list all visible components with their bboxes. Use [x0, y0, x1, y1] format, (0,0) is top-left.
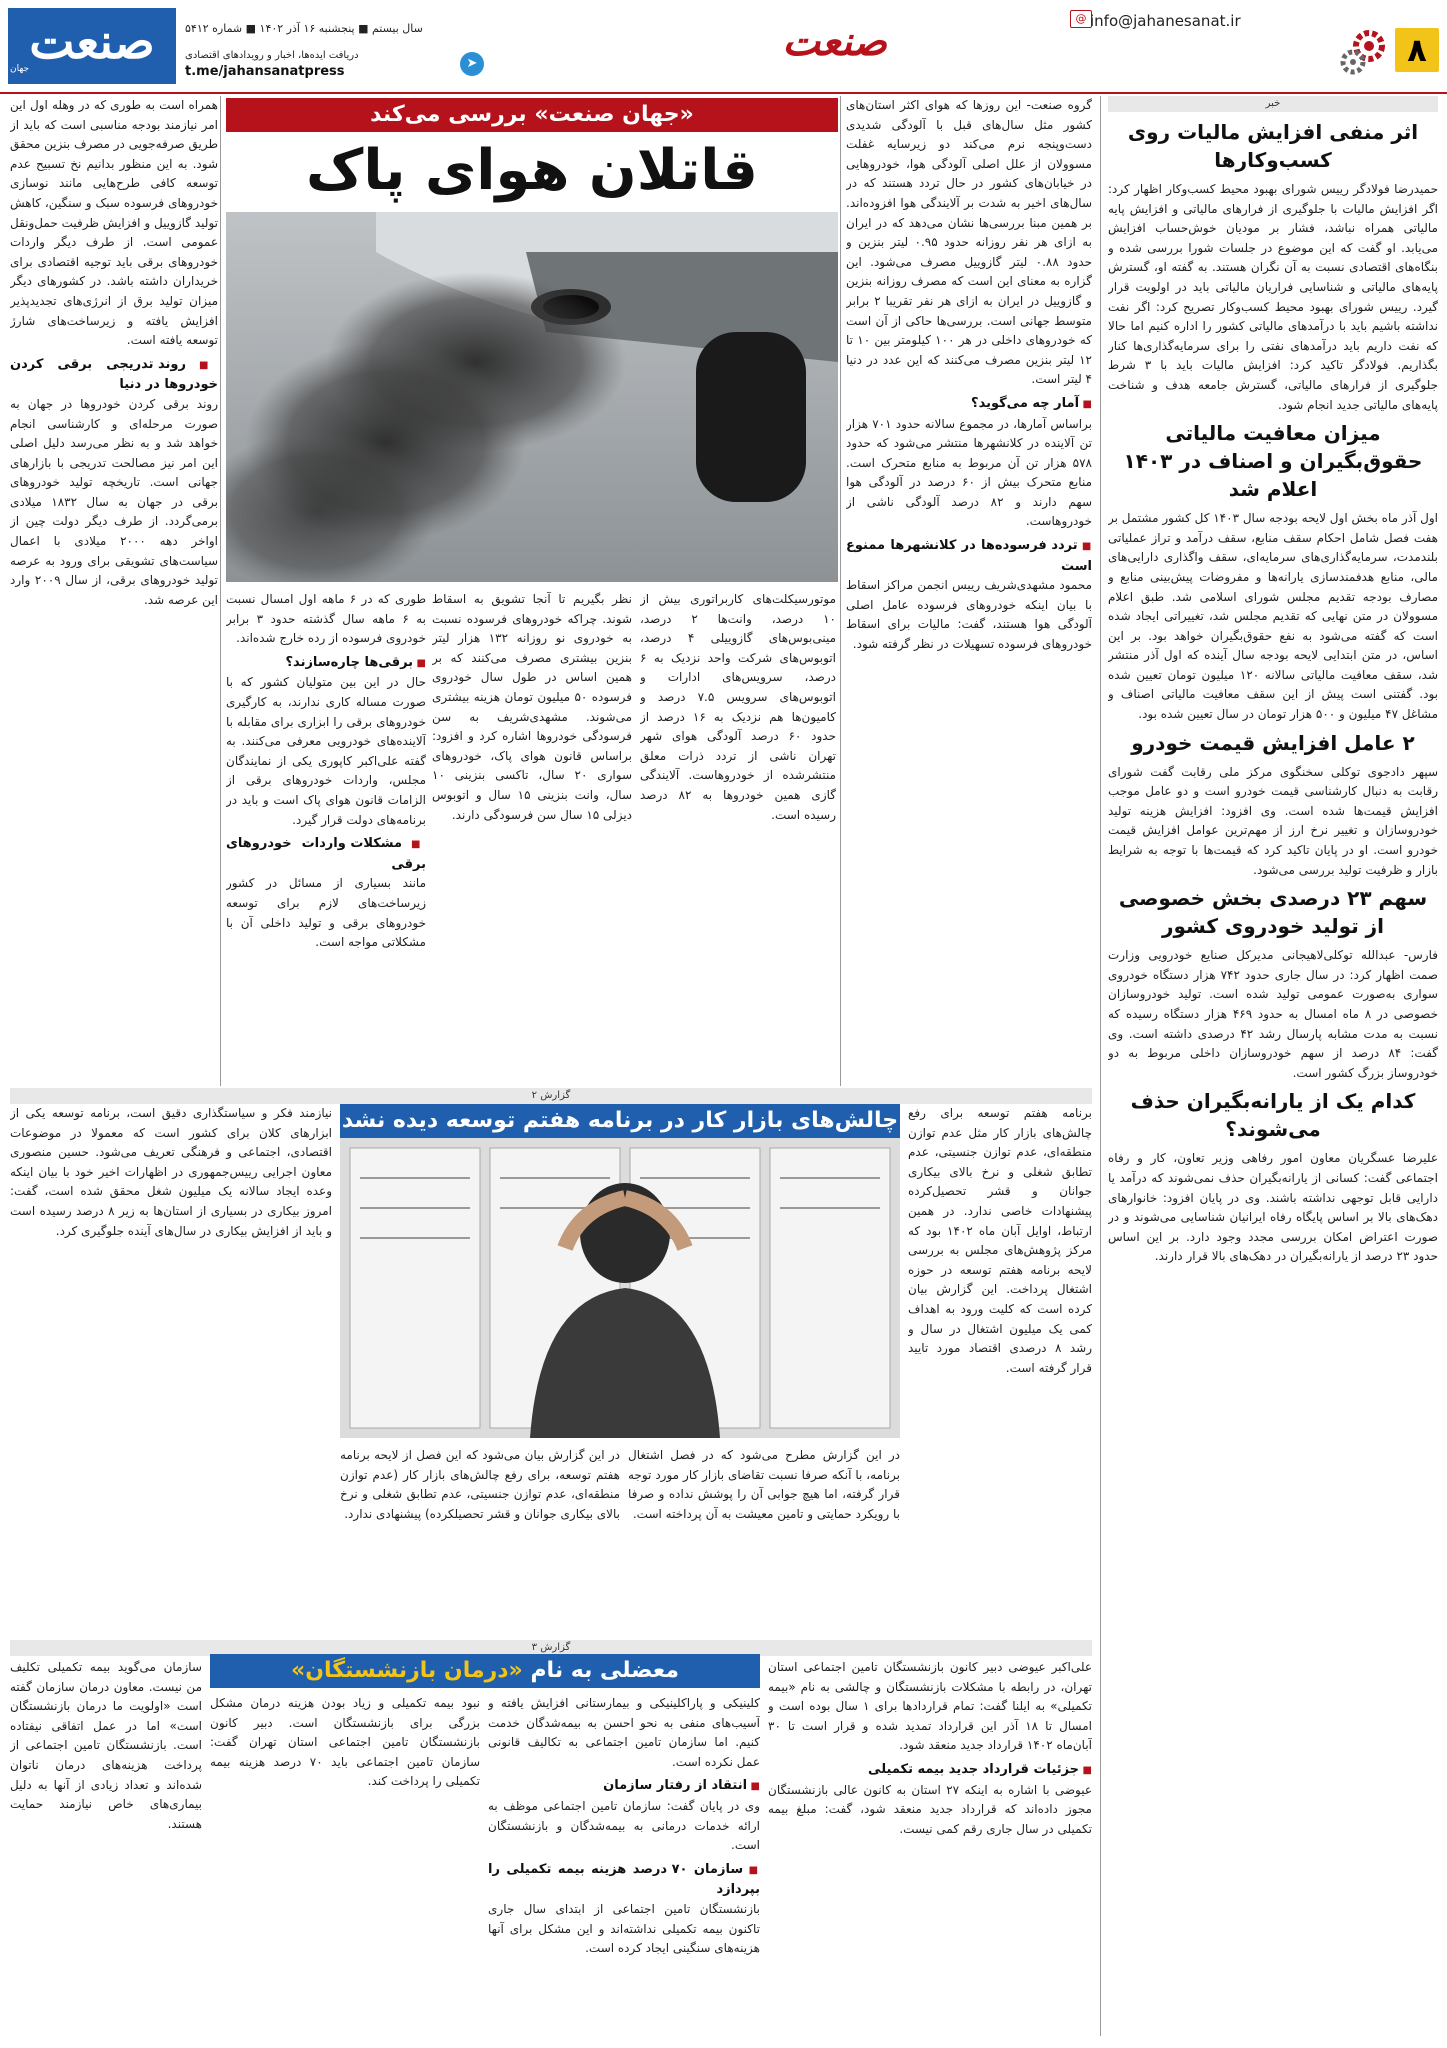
news-label: خبر: [1108, 96, 1438, 112]
report2-text-2: در این گزارش مطرح می‌شود که در فصل اشتغال برنامه، با آنکه صرفا نسبت تقاضای بازار کار مورد توجه قرار گرفته، اما هیچ جوابی آن را پوشش نداده و صرفا با رویکرد حمایتی و تامین معیشت به آن پرداخته است.: [628, 1448, 900, 1521]
job-ads-photo: [340, 1138, 900, 1438]
feature-column-1: [846, 96, 1092, 1086]
news-headline-1: اثر منفی افزایش مالیات روی کسب‌وکارها: [1127, 120, 1419, 172]
report3-text-2c: بازنشستگان تامین اجتماعی از ابتدای سال جاری تاکنون بیمه تکمیلی نداشته‌اند و این مشکل برای آنها هزینه‌های سنگینی ایجاد کرده است.: [488, 1901, 760, 1956]
feature-column-3: [640, 590, 836, 1086]
page-number: ۸: [1395, 28, 1439, 72]
report2-column-3: [340, 1446, 620, 1642]
news-headline-2: میزان معافیت مالیاتی حقوق‌بگیران و اصناف در ۱۴۰۳ اعلام شد: [1123, 421, 1423, 502]
news-body-3: سپهر دادجوی توکلی سخنگوی مرکز ملی رقابت گفت شورای رقابت به دنبال کارشناسی قیمت خودرو است و دو عامل موجب افزایش قیمت‌ها شده است. وی افزود: افزایش هزینه تولید خودروسازان و تغییر نرخ ارز از مهم‌ترین عوامل افزایش قیمت خودرو است. او در پایان تاکید کرد که قیمت‌ها با توجه به شرایط بازار و ظرفیت تولید بررسی می‌شود.: [1108, 764, 1438, 877]
report3-text-2: کلینیکی و پاراکلینیکی و بیمارستانی افزایش یافته و آسیب‌های منفی به نحو احسن به بیمه‌شدگان خدمت کنیم. اما سازمان تامین اجتماعی به تکالیف قانونی عمل نکرده است.: [488, 1696, 760, 1769]
news-body-4: فارس- عبدالله توکلی‌لاهیجانی مدیرکل صنایع خودرویی وزارت صمت اظهار کرد: در سال جاری حدود ۷۴۲ هزار دستگاه خودروی سواری به‌صورت عمومی تولید شده است. تولید خودروسازان خصوصی در ۸ ماه امسال به حدود ۴۶۹ هزار دستگاه رسیده که نسبت به مدت مشابه پارسال رشد ۴۲ درصدی داشته است. وی گفت: ۸۴ درصد از سهم خودروسازان داخلی مربوط به دو خودروساز بزرگ کشور است.: [1108, 948, 1438, 1080]
telegram-icon: ➤: [460, 52, 484, 76]
report3-subhead-a: ■ جزئیات قرارداد جدید بیمه تکمیلی: [768, 1760, 1092, 1781]
report3-text-4: سازمان می‌گوید بیمه تکمیلی تکلیف من نیست. معاون درمان سازمان گفته است «اولویت ما درمان بازنشستگان است» اما در عمل اتفاقی نیفتاده است. بازنشستگان تامین اجتماعی از پرداخت هزینه‌های درمان ناتوان شده‌اند و تعداد زیادی از آنها به دلیل بیماری‌های خاص نیازمند حمایت هستند.: [10, 1660, 202, 1831]
feature-text-1: گروه صنعت- این روزها که هوای اکثر استان‌های کشور مثل سال‌های قبل با آلودگی شدیدی دست‌وپنجه نرم می‌کند دو زیرسایه غفلت مسوولان از علل اصلی آلودگی هوا، خودروهایی در خیابان‌های کشور در حال تردد هستند که در سال‌های اخیر به شدت بر آلایندگی هوا افزوده‌اند. بر همین مبنا بررسی‌ها نشان می‌دهد که در ایران به ازای هر نفر روزانه حدود ۰.۹۵ لیتر بنزین و حدود ۰.۸۸ لیتر گازوییل مصرف می‌شود. این گزاره به معنای این است که مصرف روزانه بنزین و گازوییل در ایران به ازای هر نفر تقریبا ۲ برابر متوسط جهانی است. بررسی‌ها حاکی از آن است که خودروهای داخلی در هر ۱۰۰ کیلومتر بین ۱۰ تا ۱۲ لیتر بنزین مصرف می‌کنند که این عدد در دنیا ۴ لیتر است.: [846, 98, 1092, 387]
feature-kicker: «جهان صنعت» بررسی می‌کند: [226, 98, 838, 132]
report3-subhead-b: ■ انتقاد از رفتار سازمان: [488, 1776, 760, 1797]
feature-column-5: [226, 590, 426, 1086]
report3-title: [210, 1654, 760, 1688]
email-address[interactable]: info@jahanesanat.ir: [1090, 12, 1241, 30]
report2-text-4: نیازمند فکر و سیاستگذاری دقیق است، برنامه توسعه یکی از ابزارهای کلان برای کشور است که معمولا در موضوعات اقتصادی، اجتماعی و فرهنگی تعریف می‌شود. حسین منصوری معاون اجرایی رییس‌جمهوری در اظهارات اخیر خود با بیان اینکه وعده ایجاد سالانه یک میلیون شغل محقق شده است، گفت: امروز بیکاری در بسیاری از استان‌ها به زیر ۸ درصد رسیده است و باید از افزایش بیکاری در سال‌های آینده جلوگیری کرد.: [10, 1106, 332, 1238]
email-icon: @: [1070, 10, 1092, 28]
masthead-text: صنعت: [29, 14, 155, 70]
section-logo: صنعت: [782, 18, 887, 65]
feature-text-2: همراه است به طوری که در وهله اول این امر نیازمند بودجه مناسبی است که باید از طریق صرفه‌جویی در مصرف بنزین محقق شود. به این منظور بدانیم نخ تسبیح عدم توسعه کافی طرح‌هایی مانند نوسازی خودروهای فرسوده سبک و سنگین، کاهش تولید گازوییل و افزایش ظرفیت حمل‌ونقل عمومی است. از طرف دیگر واردات خودروهای برقی باید توجیه اقتصادی برای خریداران داشته باشد. در کشورهای دیگر میزان تولید برق از انرژی‌های تجدیدپذیر افزایش یافته و زیرساخت‌های شارژ توسعه یافته است.: [10, 98, 218, 348]
telegram-text: دریافت ایده‌ها، اخبار و رویدادهای اقتصادی: [185, 50, 359, 61]
feature-column-2: [10, 96, 218, 1086]
news-body-1: حمیدرضا فولادگر رییس شورای بهبود محیط کسب‌وکار اظهار کرد: اگر افزایش مالیات با جلوگیری از فرارهای مالیاتی و افزایش پایه مالیاتی همراه نباشد، فشار بر مودیان خوش‌حساب افزایش می‌یابد. او گفت که این موضوع در جلسات شورا بررسی شده و بنگاه‌های اقتصادی نسبت به آن نگران هستند. به گفته او، گسترش پایه‌های مالیاتی و شناسایی فراریان مالیاتی باید در اولویت قرار گیرد. رییس شورای بهبود محیط کسب‌وکار تصریح کرد: اگر نفت نداشته باشیم باید با درآمدهای مالیاتی کشور را اداره کنیم اما حالا که نفت داریم باید درآمدهای نفتی را برای سرمایه‌گذاری‌ها کنار بگذاریم. فولادگر تاکید کرد: افزایش مالیات باید با ۳ شرط جلوگیری از فرارهای مالیاتی، گسترش جامعه هدف و شناخت پایه‌های مالیاتی جدید انجام شود.: [1108, 182, 1438, 412]
report3-text-3: نبود بیمه تکمیلی و زیاد بودن هزینه درمان مشکل بزرگی برای بازنشستگان است. دبیر کانون بازنشستگان تامین اجتماعی استان تهران گفت: سازمان تامین اجتماعی باید ۷۰ درصد هزینه بیمه تکمیلی را پرداخت کند.: [210, 1696, 480, 1789]
feature-subhead-c: ■ روند تدریجی برقی کردن خودروها در دنیا: [10, 355, 218, 395]
gear-icon: [1337, 26, 1389, 78]
masthead-subtitle: جهان: [10, 64, 30, 74]
page-header: [0, 0, 1447, 94]
report3-column-4: [10, 1658, 202, 2036]
feature-subhead-d: ■ برقی‌ها چاره‌سازند؟: [226, 653, 426, 674]
feature-text-1c: محمود مشهدی‌شریف رییس انجمن مراکز اسقاط با بیان اینکه خودروهای فرسوده عامل اصلی آلودگی هوا هستند، گفت: مالیات برای اسقاط خودروهای فرسوده تسهیلات در نظر گرفته شود.: [846, 578, 1092, 652]
report2-title: چالش‌های بازار کار در برنامه هفتم توسعه دیده نشد: [340, 1104, 900, 1138]
report3-column-3: [210, 1694, 480, 2036]
report3-text-1b: عیوضی با اشاره به اینکه ۲۷ استان به کانون عالی بازنشستگان مجوز داده‌اند که قرارداد جدید منعقد شود، گفت: مبلغ بیمه تکمیلی در سال جاری رقم کمی نیست.: [768, 1782, 1092, 1836]
feature-text-1b: براساس آمارها، در مجموع سالانه حدود ۷۰۱ هزار تن آلاینده در کلانشهرها منتشر می‌شود که حدود ۵۷۸ هزار تن آن مربوط به منابع متحرک است. منابع متحرک بیش از ۶۰ درصد در آلودگی هوا سهم دارند و ۸۲ درصد آلودگی ناشی از خودروهاست.: [846, 416, 1092, 529]
feature-subhead-e: ■ مشکلات واردات خودروهای برقی: [226, 834, 426, 874]
column-divider: [1100, 96, 1101, 2036]
feature-text-5c: مانند بسیاری از مسائل در کشور زیرساخت‌های لازم برای توسعه خودروهای برقی و تولید داخلی آن با مشکلاتی مواجه است.: [226, 876, 426, 950]
feature-text-4: نظر بگیریم تا آنجا تشویق به اسقاط شوند. چراکه خودروهای فرسوده نسبت به خودروی نو روزانه ۱۳۲ هزار لیتر بنزین بیشتری مصرف می‌کنند که بر همین اساس در طول سال خودروی فرسوده ۵۰ میلیون تومان هزینه بیشتری می‌شوند. مشهدی‌شریف به سن فرسودگی خودروها اشاره کرد و افزود: براساس قانون هوای پاک، خودروهای سواری ۲۰ سال، تاکسی بنزینی ۱۰ سال، وانت بنزینی ۱۵ سال و اتوبوس دیزلی ۱۵ سال سن فرسودگی دارند.: [432, 592, 632, 822]
report2-column-2: [628, 1446, 900, 1642]
telegram-link[interactable]: t.me/jahansanatpress: [185, 64, 345, 79]
feature-subhead-a: ■ آمار چه می‌گوید؟: [846, 394, 1092, 415]
feature-column-4: [432, 590, 632, 1086]
column-divider: [220, 96, 221, 1086]
report3-label: گزارش ۳: [10, 1640, 1092, 1656]
feature-text-5b: حال در این بین متولیان کشور که با صورت مساله کاری ندارند، به کارگیری خودروهای برقی را ابزاری برای مقابله با آلاینده‌های خودرویی معرفی می‌کنند. به گفته علی‌اکبر کاپوری یکی از نمایندگان مجلس، واردات خودروهای برقی از الزامات قانون هوای پاک است و باید در برنامه‌های دولت قرار گیرد.: [226, 675, 426, 827]
report2-column-1: [908, 1104, 1092, 1644]
report3-text-1: علی‌اکبر عیوضی دبیر کانون بازنشستگان تامین اجتماعی استان تهران، در رابطه با مشکلات بازنشستگان و چالشی به نام «بیمه تکمیلی» به ایلنا گفت: تمام قراردادها برای ۱ سال بوده است و امسال تا ۱۸ آذر این قرارداد تمدید شده و قرار است تا ۳۰ آبان‌ماه ۱۴۰۲ قرارداد جدید منعقد شود.: [768, 1660, 1092, 1753]
report2-column-4: [10, 1104, 332, 1644]
issue-info: سال بیستم ■ پنجشنبه ۱۶ آذر ۱۴۰۲ ■ شماره ۵۴۱۲: [185, 22, 423, 35]
report2-text-3: در این گزارش بیان می‌شود که این فصل از لایحه برنامه هفتم توسعه، برای رفع چالش‌های بازار کار (عدم توازن منطقه‌ای، عدم توازن جنسیتی، عدم تطابق شغلی و نرخ بالای بیکاری جوانان و قشر تحصیلکرده) پیشنهادی ندارد.: [340, 1448, 620, 1521]
feature-text-3: موتورسیکلت‌های کاربراتوری بیش از ۱۰ درصد، وانت‌ها ۲ درصد، مینی‌بوس‌های گازوییلی ۴ درصد، اتوبوس‌های شرکت واحد نزدیک به ۶ درصد، سرویس‌های ادارات و اتوبوس‌های سرویس ۷.۵ درصد و کامیون‌ها هم نزدیک به ۱۶ درصد از حدود ۶۰ درصد آلودگی هوای شهر تهران ناشی از تردد ذرات معلق منتشرشده از خودروهاست. آلایندگی گازی همین خودروها به ۸۲ درصد رسیده است.: [640, 592, 836, 822]
column-divider: [840, 96, 841, 1086]
report3-subhead-c: ■ سازمان ۷۰ درصد هزینه بیمه تکمیلی را بپردازد: [488, 1860, 760, 1900]
report3-text-2b: وی در پایان گفت: سازمان تامین اجتماعی موظف به ارائه خدمات درمانی به بیمه‌شدگان و بازنشستگان است.: [488, 1798, 760, 1853]
report3-column-2: [488, 1694, 760, 2036]
report2-text-1: برنامه هفتم توسعه برای رفع چالش‌های بازار کار مثل عدم توازن منطقه‌ای، عدم توازن جنسیتی، عدم تطابق شغلی و نرخ بالای بیکاری جوانان و قشر تحصیل‌کرده پیشنهادات خاصی ندارد. در همین ارتباط، اوایل آبان ماه ۱۴۰۲ بود که مرکز پژوهش‌های مجلس به بررسی لایحه برنامه هفتم توسعه در حوزه اشتغال پرداخت. این گزارش بیان کرده است که کلیت ورود به اهداف کمی یک میلیون اشتغال در سال و رشد ۸ درصدی اقتصاد مورد تایید قرار گرفته است.: [908, 1106, 1092, 1375]
news-body-5: علیرضا عسگریان معاون امور رفاهی وزیر تعاون، کار و رفاه اجتماعی گفت: کسانی از یارانه‌بگیران حذف نمی‌شوند که درآمد یا دارایی قابل توجهی نداشته باشند. وی در پایان افزود: خانوارهای دهک‌های بالا بر اساس پایگاه رفاه ایرانیان شناسایی می‌شوند و در صورت اعتراض امکان بررسی مجدد وجود دارد. بر این اساس حدود ۲۳ درصد از یارانه‌بگیران در دهک‌های بالا قرار دارند.: [1108, 1151, 1438, 1264]
news-body-2: اول آذر ماه بخش اول لایحه بودجه سال ۱۴۰۳ کل کشور مشتمل بر هفت فصل شامل احکام سقف منابع، سقف درآمد و تراز عملیاتی بلندمدت، سرمایه‌گذاری‌های سرمایه‌ای، سقف واگذاری دارایی‌های مالی، منابع هدفمندسازی یارانه‌ها و مفروضات پیش‌بینی منابع و مصارف بودجه تقدیم مجلس شورای اسلامی شد. طبق اعلام مسوولان در متن نهایی که تقدیم مجلس شد، تغییراتی ایجاد شده است که گفته می‌شود به نفع حقوق‌بگیران خواهد بود. بر این اساس، در متن ابتدایی لایحه بودجه سال آینده که اول آذر منتشر شد، سقف معافیت مالیاتی سالانه ۱۲۰ میلیون تومان تعیین شده بود. گفتنی است پیش از این سقف معافیت مالیاتی اصناف و مشاغل ۴۷ میلیون و ۵۰۰ هزار تومان در سال تعیین شده بود.: [1108, 511, 1438, 722]
feature-subhead-b: ■ تردد فرسوده‌ها در کلانشهرها ممنوع است: [846, 536, 1092, 576]
exhaust-photo: [226, 212, 838, 582]
feature-title: قاتلان هوای پاک: [306, 138, 758, 203]
feature-text-2b: روند برقی کردن خودروها در جهان به صورت مرحله‌ای و کارشناسی انجام خواهد شد و به نظر می‌رسد دلیل اصلی این امر نیز مصالحت تدریجی با بازارهای جهانی است. تاریخچه تولید خودروهای برقی در جهان به سال ۱۸۳۲ میلادی برمی‌گردد. از طرف دیگر دولت چین از اواخر دهه ۲۰۰۰ میلادی با اعمال سیاست‌های تشویقی برای ورود به عرصه تولید خودروهای برقی، از سال ۲۰۰۹ وارد این عرصه شد.: [10, 396, 218, 607]
news-headline-4: سهم ۲۳ درصدی بخش خصوصی از تولید خودروی کشور: [1118, 886, 1428, 939]
report3-title-emphasis: «درمان بازنشستگان»: [291, 1658, 523, 1683]
news-headline-5: کدام یک از یارانه‌بگیران حذف می‌شوند؟: [1130, 1089, 1416, 1142]
news-headline-3: ۲ عامل افزایش قیمت خودرو: [1131, 730, 1415, 755]
report2-label: گزارش ۲: [10, 1088, 1092, 1104]
right-news-column: [1108, 114, 1438, 2034]
feature-text-5: طوری که در ۶ ماهه اول امسال نسبت به ۶ ماهه سال گذشته حدود ۳ برابر خودروی فرسوده از رده خارج شده‌اند.: [226, 592, 426, 646]
report3-title-pre: معضلی به نام: [530, 1658, 679, 1683]
report3-column-1: [768, 1658, 1092, 2036]
